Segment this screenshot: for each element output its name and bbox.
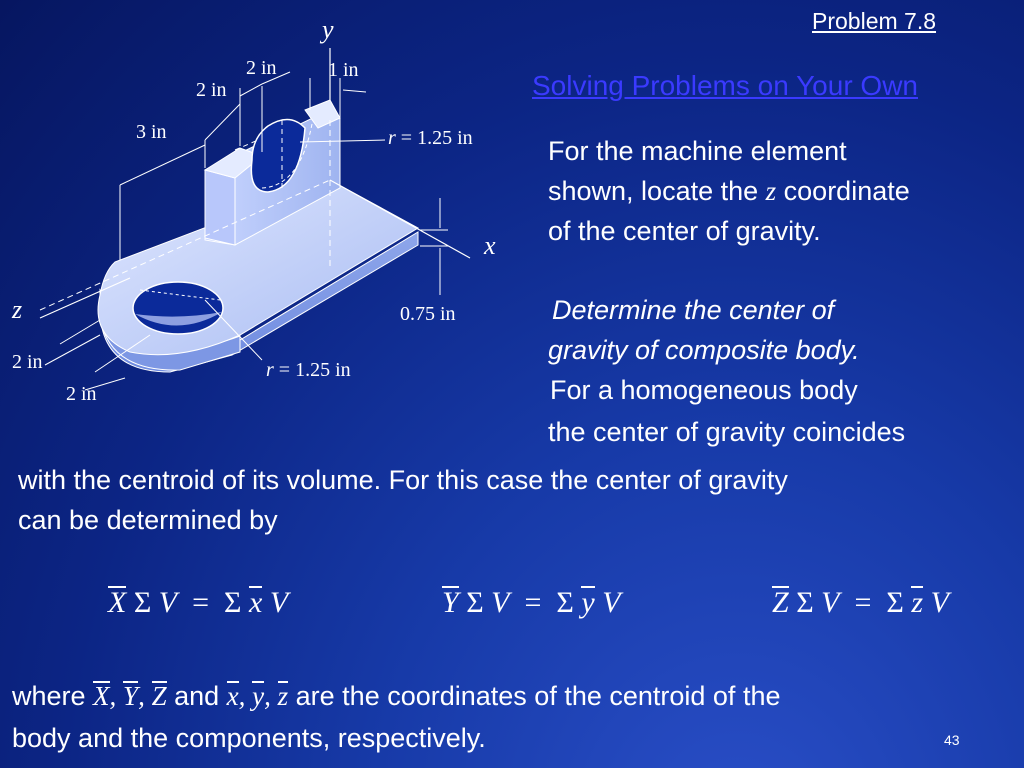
- dim-1in: 1 in: [328, 59, 359, 81]
- axis-z-label: z: [12, 295, 23, 324]
- equation-x: X Σ V = Σ x V: [108, 586, 289, 619]
- problem-line-3: of the center of gravity.: [548, 216, 821, 246]
- equation-y: Y Σ V = Σ y V: [442, 586, 621, 619]
- problem-label: Problem 7.8: [812, 8, 937, 34]
- axis-y-label: y: [322, 15, 334, 44]
- dim-2in-left: 2 in: [196, 79, 227, 101]
- machine-element-figure: [0, 0, 520, 420]
- body-line-1: For a homogeneous body: [550, 375, 858, 405]
- dim-r-top: r = 1.25 in: [388, 127, 473, 149]
- axis-x-label: x: [484, 231, 496, 260]
- body-line-4: can be determined by: [18, 505, 278, 535]
- equation-z: Z Σ V = Σ z V: [772, 586, 949, 619]
- section-title-link[interactable]: Solving Problems on Your Own: [532, 70, 918, 101]
- step-line-1: Determine the center of: [552, 295, 835, 325]
- body-line-2: the center of gravity coincides: [548, 417, 906, 447]
- dim-r-bottom: r = 1.25 in: [266, 359, 351, 381]
- dim-075: 0.75 in: [400, 303, 456, 325]
- where-line-1: where X, Y, Z and x, y, z are the coordinates of the centroid of the: [12, 681, 781, 711]
- dim-2in-z1: 2 in: [12, 351, 43, 373]
- where-line-2: body and the components, respectively.: [12, 723, 486, 753]
- plate-hole: [133, 282, 223, 334]
- problem-line-2: shown, locate the z coordinate: [548, 176, 910, 206]
- dim-2in-top: 2 in: [246, 57, 277, 79]
- page-number: 43: [944, 732, 960, 748]
- problem-line-1: For the machine element: [548, 136, 847, 166]
- dim-2in-z2: 2 in: [66, 383, 97, 405]
- body-line-3: with the centroid of its volume. For this case the center of gravity: [18, 465, 788, 495]
- dim-3in: 3 in: [136, 121, 167, 143]
- step-line-2: gravity of composite body.: [548, 335, 860, 365]
